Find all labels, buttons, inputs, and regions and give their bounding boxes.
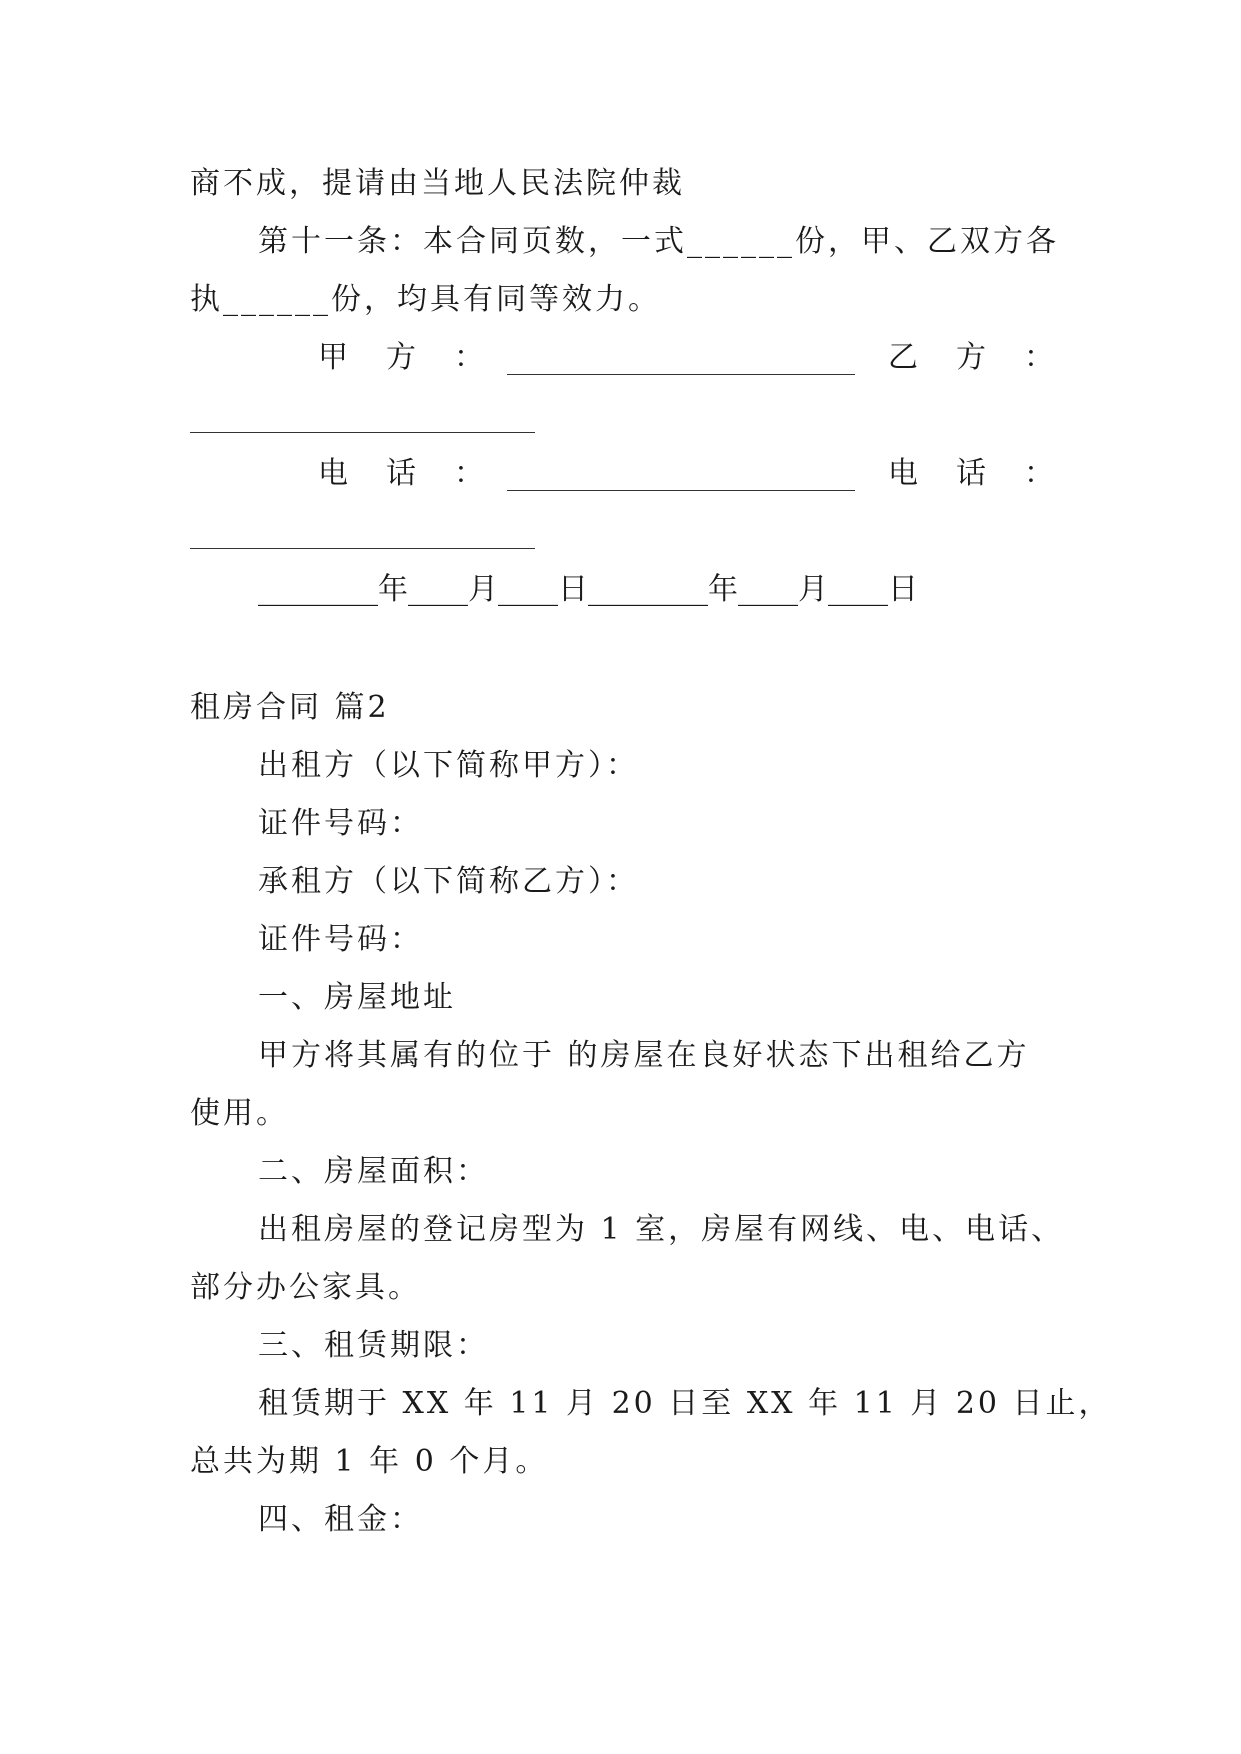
item-1-title: 一、房屋地址 xyxy=(258,980,456,1015)
lessor-line: 出租方（以下简称甲方）： xyxy=(258,748,639,783)
section-heading: 租房合同 篇2 xyxy=(190,690,390,725)
party-a-label: 甲 方 ： xyxy=(318,340,488,375)
lessee-id-line: 证件号码： xyxy=(258,922,423,957)
lessee-line: 承租方（以下简称乙方）： xyxy=(258,864,639,899)
phone-a-line xyxy=(507,490,855,491)
paragraph-continuation: 商不成，提请由当地人民法院仲裁 xyxy=(190,166,685,201)
party-b-signature-line xyxy=(190,432,535,433)
article-11-line-1: 第十一条：本合同页数，一式______份，甲、乙双方各 xyxy=(258,224,1059,259)
item-3-text-line-2: 总共为期 1 年 0 个月。 xyxy=(190,1444,549,1479)
item-2-title: 二、房屋面积： xyxy=(258,1154,489,1189)
item-2-text-line-2: 部分办公家具。 xyxy=(190,1270,421,1305)
item-4-title: 四、租金： xyxy=(258,1502,423,1537)
phone-b-line xyxy=(190,548,535,549)
phone-a-label: 电 话 ： xyxy=(318,456,488,491)
party-a-signature-line xyxy=(507,374,855,375)
item-3-text-line-1: 租赁期于 XX 年 11 月 20 日至 XX 年 11 月 20 日止， xyxy=(258,1386,1112,1421)
item-1-text-line-2: 使用。 xyxy=(190,1096,289,1131)
item-3-title: 三、租赁期限： xyxy=(258,1328,489,1363)
phone-b-label: 电 话 ： xyxy=(888,456,1058,491)
signature-date-line: ________年____月____日________年____月____日 xyxy=(258,572,918,607)
item-1-text-line-1: 甲方将其属有的位于 的房屋在良好状态下出租给乙方 xyxy=(258,1038,1030,1073)
article-11-line-2: 执______份，均具有同等效力。 xyxy=(190,282,661,317)
item-2-text-line-1: 出租房屋的登记房型为 1 室，房屋有网线、电、电话、 xyxy=(258,1212,1065,1247)
lessor-id-line: 证件号码： xyxy=(258,806,423,841)
party-b-label: 乙 方 ： xyxy=(888,340,1058,375)
